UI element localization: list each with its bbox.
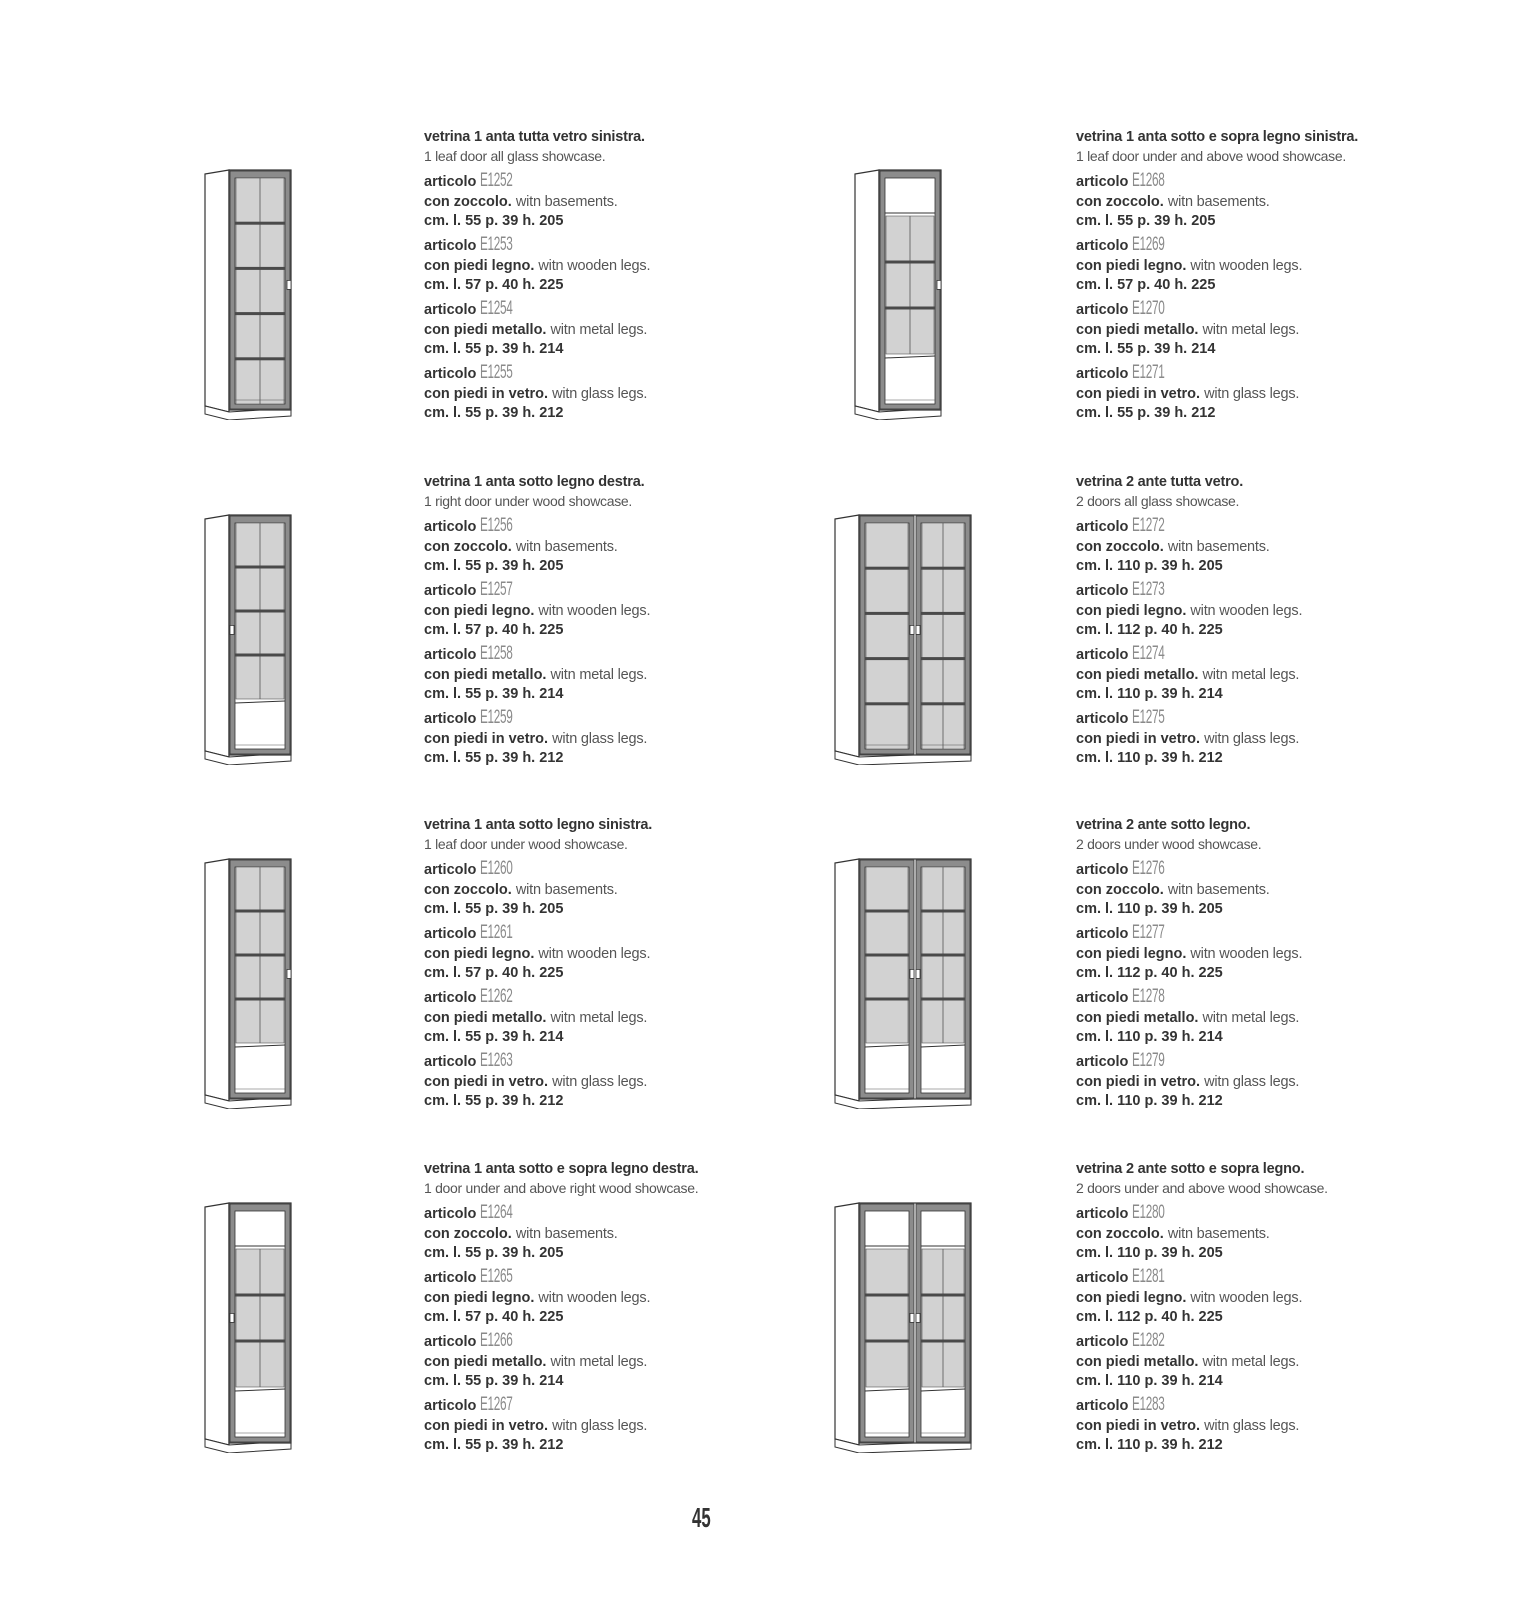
article-variant: [424, 1330, 764, 1391]
option-english: witn basements.: [1167, 194, 1270, 210]
article-code: E1275: [1132, 707, 1165, 728]
product-description: [1076, 473, 1416, 768]
article-variant: [424, 234, 764, 295]
dimensions: cm. l. 110 p. 39 h. 214: [1076, 686, 1223, 702]
door-handle-icon: [916, 969, 920, 978]
option-italian: con piedi in vetro.: [424, 1418, 549, 1434]
article-code: E1255: [480, 362, 513, 383]
option-english: witn basements.: [515, 882, 618, 898]
article-variant: [424, 515, 764, 576]
product-illustration: [203, 168, 293, 425]
option-english: witn glass legs.: [1204, 1418, 1300, 1434]
article-variant: [1076, 986, 1416, 1047]
article-code: E1279: [1132, 1050, 1165, 1071]
option-italian: con piedi legno.: [424, 1290, 535, 1306]
articolo-label: articolo: [424, 238, 477, 254]
article-variant: [424, 1202, 764, 1263]
cabinet-door: [916, 860, 970, 1098]
option-english: witn wooden legs.: [538, 1290, 651, 1306]
page-number: 45: [692, 1502, 711, 1533]
articolo-label: articolo: [424, 1270, 477, 1286]
cabinet-side-panel: [855, 170, 879, 412]
cabinet-side-panel: [205, 170, 229, 412]
option-italian: con piedi in vetro.: [1076, 386, 1201, 402]
articolo-label: articolo: [424, 862, 477, 878]
articolo-label: articolo: [1076, 1334, 1129, 1350]
articolo-label: articolo: [424, 711, 477, 727]
door-handle-icon: [937, 280, 941, 289]
cabinet-door: [230, 171, 290, 409]
article-code: E1280: [1132, 1202, 1165, 1223]
option-english: witn glass legs.: [1204, 386, 1300, 402]
articolo-label: articolo: [1076, 1054, 1129, 1070]
articolo-label: articolo: [424, 926, 477, 942]
article-variant: [1076, 1050, 1416, 1111]
dimensions: cm. l. 55 p. 39 h. 212: [424, 405, 564, 421]
option-italian: con piedi legno.: [424, 946, 535, 962]
article-variant: [1076, 1202, 1416, 1263]
option-italian: con zoccolo.: [424, 539, 512, 555]
option-english: witn basements.: [515, 1226, 618, 1242]
articolo-label: articolo: [424, 519, 477, 535]
article-code: E1282: [1132, 1330, 1165, 1351]
articolo-label: articolo: [424, 647, 477, 663]
option-italian: con zoccolo.: [424, 882, 512, 898]
articolo-label: articolo: [424, 990, 477, 1006]
door-handle-icon: [916, 1313, 920, 1322]
article-code: E1278: [1132, 986, 1165, 1007]
option-italian: con piedi legno.: [1076, 258, 1187, 274]
door-handle-icon: [287, 969, 291, 978]
article-code: E1276: [1132, 858, 1165, 879]
dimensions: cm. l. 110 p. 39 h. 205: [1076, 901, 1223, 917]
dimensions: cm. l. 57 p. 40 h. 225: [424, 277, 564, 293]
article-variant: [1076, 707, 1416, 768]
option-english: witn glass legs.: [552, 1074, 648, 1090]
articolo-label: articolo: [1076, 1398, 1129, 1414]
dimensions: cm. l. 57 p. 40 h. 225: [424, 622, 564, 638]
article-code: E1253: [480, 234, 513, 255]
article-variant: [424, 707, 764, 768]
article-variant: [424, 1394, 764, 1455]
article-variant: [1076, 515, 1416, 576]
option-english: witn glass legs.: [552, 386, 648, 402]
single-door-under-above-wood-cabinet-illustration: [853, 168, 943, 420]
option-italian: con zoccolo.: [1076, 1226, 1164, 1242]
articolo-label: articolo: [424, 583, 477, 599]
option-italian: con piedi metallo.: [1076, 667, 1199, 683]
product-title: vetrina 1 anta sotto legno sinistra.: [424, 817, 653, 833]
article-code: E1271: [1132, 362, 1165, 383]
cabinet-side-panel: [835, 859, 859, 1101]
option-italian: con zoccolo.: [424, 194, 512, 210]
product-illustration: [853, 168, 943, 425]
option-italian: con piedi in vetro.: [1076, 1074, 1201, 1090]
article-code: E1267: [480, 1394, 513, 1415]
single-door-all-glass-cabinet-illustration: [203, 168, 293, 420]
product-illustration: [833, 1201, 973, 1458]
article-variant: [424, 922, 764, 983]
option-italian: con zoccolo.: [1076, 194, 1164, 210]
articolo-label: articolo: [424, 174, 477, 190]
single-door-under-wood-cabinet-illustration: [203, 857, 293, 1109]
product-subtitle: 1 leaf door under and above wood showcase.: [1076, 148, 1346, 164]
option-italian: con zoccolo.: [424, 1226, 512, 1242]
article-code: E1262: [480, 986, 513, 1007]
article-variant: [424, 362, 764, 423]
article-variant: [424, 1266, 764, 1327]
cabinet-side-panel: [205, 1203, 229, 1445]
option-english: witn wooden legs.: [1190, 946, 1303, 962]
article-code: E1256: [480, 515, 513, 536]
cabinet-side-panel: [205, 859, 229, 1101]
dimensions: cm. l. 55 p. 39 h. 212: [424, 750, 564, 766]
cabinet-side-panel: [835, 515, 859, 757]
option-english: witn wooden legs.: [538, 946, 651, 962]
product-title: vetrina 2 ante sotto e sopra legno.: [1076, 1161, 1305, 1177]
dimensions: cm. l. 110 p. 39 h. 212: [1076, 1093, 1223, 1109]
option-italian: con zoccolo.: [1076, 539, 1164, 555]
dimensions: cm. l. 110 p. 39 h. 212: [1076, 750, 1223, 766]
product-description: [424, 1160, 764, 1455]
option-italian: con piedi in vetro.: [1076, 731, 1201, 747]
dimensions: cm. l. 55 p. 39 h. 212: [424, 1437, 564, 1453]
option-english: witn metal legs.: [550, 667, 648, 683]
product-title: vetrina 1 anta sotto e sopra legno destra.: [424, 1161, 699, 1177]
article-variant: [1076, 858, 1416, 919]
dimensions: cm. l. 110 p. 39 h. 214: [1076, 1373, 1223, 1389]
article-code: E1261: [480, 922, 513, 943]
articolo-label: articolo: [1076, 238, 1129, 254]
option-english: witn basements.: [515, 539, 618, 555]
option-english: witn basements.: [1167, 1226, 1270, 1242]
option-english: witn metal legs.: [550, 322, 648, 338]
articolo-label: articolo: [1076, 174, 1129, 190]
product-subtitle: 2 doors all glass showcase.: [1076, 493, 1240, 509]
option-english: witn wooden legs.: [1190, 603, 1303, 619]
article-code: E1281: [1132, 1266, 1165, 1287]
cabinet-door: [860, 516, 914, 754]
article-variant: [424, 1050, 764, 1111]
door-handle-icon: [916, 625, 920, 634]
product-title: vetrina 2 ante sotto legno.: [1076, 817, 1251, 833]
cabinet-door: [916, 1204, 970, 1442]
option-english: witn glass legs.: [552, 1418, 648, 1434]
option-italian: con piedi legno.: [424, 603, 535, 619]
option-italian: con piedi in vetro.: [424, 1074, 549, 1090]
product-subtitle: 1 right door under wood showcase.: [424, 493, 633, 509]
option-english: witn glass legs.: [552, 731, 648, 747]
article-code: E1270: [1132, 298, 1165, 319]
article-variant: [1076, 643, 1416, 704]
option-english: witn wooden legs.: [1190, 258, 1303, 274]
two-door-under-above-wood-cabinet-illustration: [833, 1201, 973, 1453]
dimensions: cm. l. 57 p. 40 h. 225: [424, 1309, 564, 1325]
door-handle-icon: [910, 625, 914, 634]
article-code: E1272: [1132, 515, 1165, 536]
dimensions: cm. l. 112 p. 40 h. 225: [1076, 1309, 1223, 1325]
door-handle-icon: [287, 280, 291, 289]
product-title: vetrina 2 ante tutta vetro.: [1076, 474, 1244, 490]
option-english: witn basements.: [1167, 539, 1270, 555]
option-english: witn basements.: [1167, 882, 1270, 898]
article-variant: [1076, 579, 1416, 640]
dimensions: cm. l. 55 p. 39 h. 212: [1076, 405, 1216, 421]
article-code: E1265: [480, 1266, 513, 1287]
option-italian: con piedi legno.: [1076, 946, 1187, 962]
article-code: E1252: [480, 170, 513, 191]
article-code: E1274: [1132, 643, 1165, 664]
dimensions: cm. l. 55 p. 39 h. 214: [424, 1373, 564, 1389]
option-italian: con piedi legno.: [1076, 603, 1187, 619]
cabinet-side-panel: [835, 1203, 859, 1445]
articolo-label: articolo: [1076, 1206, 1129, 1222]
option-italian: con piedi metallo.: [424, 322, 547, 338]
cabinet-door: [860, 1204, 914, 1442]
product-illustration: [203, 1201, 293, 1458]
article-code: E1283: [1132, 1394, 1165, 1415]
dimensions: cm. l. 57 p. 40 h. 225: [1076, 277, 1216, 293]
dimensions: cm. l. 110 p. 39 h. 214: [1076, 1029, 1223, 1045]
option-english: witn glass legs.: [1204, 1074, 1300, 1090]
product-illustration: [203, 513, 293, 770]
product-subtitle: 1 door under and above right wood showcase.: [424, 1180, 699, 1196]
option-italian: con piedi in vetro.: [424, 386, 549, 402]
articolo-label: articolo: [1076, 926, 1129, 942]
product-description: [1076, 816, 1416, 1111]
article-code: E1259: [480, 707, 513, 728]
option-italian: con piedi metallo.: [424, 667, 547, 683]
product-subtitle: 2 doors under wood showcase.: [1076, 836, 1262, 852]
article-variant: [1076, 1330, 1416, 1391]
article-code: E1257: [480, 579, 513, 600]
single-door-under-above-wood-cabinet-illustration: [203, 1201, 293, 1453]
option-italian: con piedi metallo.: [424, 1354, 547, 1370]
articolo-label: articolo: [1076, 862, 1129, 878]
door-handle-icon: [230, 1313, 234, 1322]
product-subtitle: 2 doors under and above wood showcase.: [1076, 1180, 1328, 1196]
option-italian: con piedi legno.: [424, 258, 535, 274]
article-variant: [424, 170, 764, 231]
article-code: E1277: [1132, 922, 1165, 943]
article-variant: [424, 298, 764, 359]
dimensions: cm. l. 110 p. 39 h. 212: [1076, 1437, 1223, 1453]
option-english: witn metal legs.: [1202, 322, 1300, 338]
option-italian: con piedi metallo.: [424, 1010, 547, 1026]
article-code: E1268: [1132, 170, 1165, 191]
articolo-label: articolo: [1076, 302, 1129, 318]
product-illustration: [203, 857, 293, 1114]
article-code: E1269: [1132, 234, 1165, 255]
articolo-label: articolo: [1076, 711, 1129, 727]
door-handle-icon: [230, 625, 234, 634]
article-variant: [1076, 362, 1416, 423]
article-code: E1254: [480, 298, 513, 319]
cabinet-door: [880, 171, 940, 409]
option-english: witn glass legs.: [1204, 731, 1300, 747]
dimensions: cm. l. 110 p. 39 h. 205: [1076, 1245, 1223, 1261]
article-variant: [1076, 922, 1416, 983]
product-description: [424, 816, 764, 1111]
option-english: witn metal legs.: [550, 1010, 648, 1026]
articolo-label: articolo: [424, 1334, 477, 1350]
option-italian: con piedi in vetro.: [424, 731, 549, 747]
article-variant: [424, 986, 764, 1047]
articolo-label: articolo: [424, 1398, 477, 1414]
option-english: witn wooden legs.: [538, 258, 651, 274]
dimensions: cm. l. 55 p. 39 h. 205: [424, 901, 564, 917]
option-english: witn basements.: [515, 194, 618, 210]
articolo-label: articolo: [424, 302, 477, 318]
articolo-label: articolo: [1076, 990, 1129, 1006]
two-door-under-wood-cabinet-illustration: [833, 857, 973, 1109]
option-english: witn metal legs.: [1202, 1354, 1300, 1370]
dimensions: cm. l. 55 p. 39 h. 205: [424, 1245, 564, 1261]
articolo-label: articolo: [424, 1054, 477, 1070]
dimensions: cm. l. 55 p. 39 h. 205: [1076, 213, 1216, 229]
option-italian: con piedi in vetro.: [1076, 1418, 1201, 1434]
product-subtitle: 1 leaf door all glass showcase.: [424, 148, 606, 164]
product-description: [424, 128, 764, 423]
cabinet-door: [230, 860, 290, 1098]
product-illustration: [833, 857, 973, 1114]
dimensions: cm. l. 55 p. 39 h. 205: [424, 213, 564, 229]
dimensions: cm. l. 110 p. 39 h. 205: [1076, 558, 1223, 574]
product-title: vetrina 1 anta sotto e sopra legno sinistra.: [1076, 129, 1359, 145]
dimensions: cm. l. 112 p. 40 h. 225: [1076, 965, 1223, 981]
cabinet-door: [230, 1204, 290, 1442]
articolo-label: articolo: [1076, 647, 1129, 663]
product-illustration: [833, 513, 973, 770]
dimensions: cm. l. 112 p. 40 h. 225: [1076, 622, 1223, 638]
article-code: E1266: [480, 1330, 513, 1351]
dimensions: cm. l. 55 p. 39 h. 214: [424, 1029, 564, 1045]
article-variant: [424, 858, 764, 919]
dimensions: cm. l. 55 p. 39 h. 214: [1076, 341, 1216, 357]
dimensions: cm. l. 55 p. 39 h. 214: [424, 686, 564, 702]
article-variant: [424, 579, 764, 640]
single-door-under-wood-cabinet-illustration: [203, 513, 293, 765]
dimensions: cm. l. 55 p. 39 h. 205: [424, 558, 564, 574]
article-variant: [1076, 1266, 1416, 1327]
door-handle-icon: [910, 969, 914, 978]
article-code: E1264: [480, 1202, 513, 1223]
cabinet-door: [230, 516, 290, 754]
article-code: E1260: [480, 858, 513, 879]
dimensions: cm. l. 55 p. 39 h. 214: [424, 341, 564, 357]
cabinet-side-panel: [205, 515, 229, 757]
door-handle-icon: [910, 1313, 914, 1322]
article-variant: [1076, 1394, 1416, 1455]
article-code: E1273: [1132, 579, 1165, 600]
articolo-label: articolo: [1076, 1270, 1129, 1286]
option-italian: con piedi legno.: [1076, 1290, 1187, 1306]
product-description: [1076, 1160, 1416, 1455]
product-subtitle: 1 leaf door under wood showcase.: [424, 836, 628, 852]
articolo-label: articolo: [424, 1206, 477, 1222]
option-english: witn metal legs.: [1202, 667, 1300, 683]
article-variant: [424, 643, 764, 704]
article-variant: [1076, 234, 1416, 295]
article-variant: [1076, 170, 1416, 231]
dimensions: cm. l. 57 p. 40 h. 225: [424, 965, 564, 981]
product-title: vetrina 1 anta sotto legno destra.: [424, 474, 645, 490]
option-italian: con piedi metallo.: [1076, 1354, 1199, 1370]
cabinet-door: [860, 860, 914, 1098]
article-code: E1258: [480, 643, 513, 664]
product-description: [1076, 128, 1416, 423]
article-variant: [1076, 298, 1416, 359]
articolo-label: articolo: [1076, 519, 1129, 535]
option-english: witn metal legs.: [550, 1354, 648, 1370]
product-title: vetrina 1 anta tutta vetro sinistra.: [424, 129, 645, 145]
two-door-all-glass-cabinet-illustration: [833, 513, 973, 765]
option-italian: con zoccolo.: [1076, 882, 1164, 898]
product-description: [424, 473, 764, 768]
option-english: witn wooden legs.: [538, 603, 651, 619]
articolo-label: articolo: [424, 366, 477, 382]
article-code: E1263: [480, 1050, 513, 1071]
option-english: witn wooden legs.: [1190, 1290, 1303, 1306]
option-english: witn metal legs.: [1202, 1010, 1300, 1026]
cabinet-door: [916, 516, 970, 754]
option-italian: con piedi metallo.: [1076, 322, 1199, 338]
dimensions: cm. l. 55 p. 39 h. 212: [424, 1093, 564, 1109]
option-italian: con piedi metallo.: [1076, 1010, 1199, 1026]
articolo-label: articolo: [1076, 583, 1129, 599]
articolo-label: articolo: [1076, 366, 1129, 382]
